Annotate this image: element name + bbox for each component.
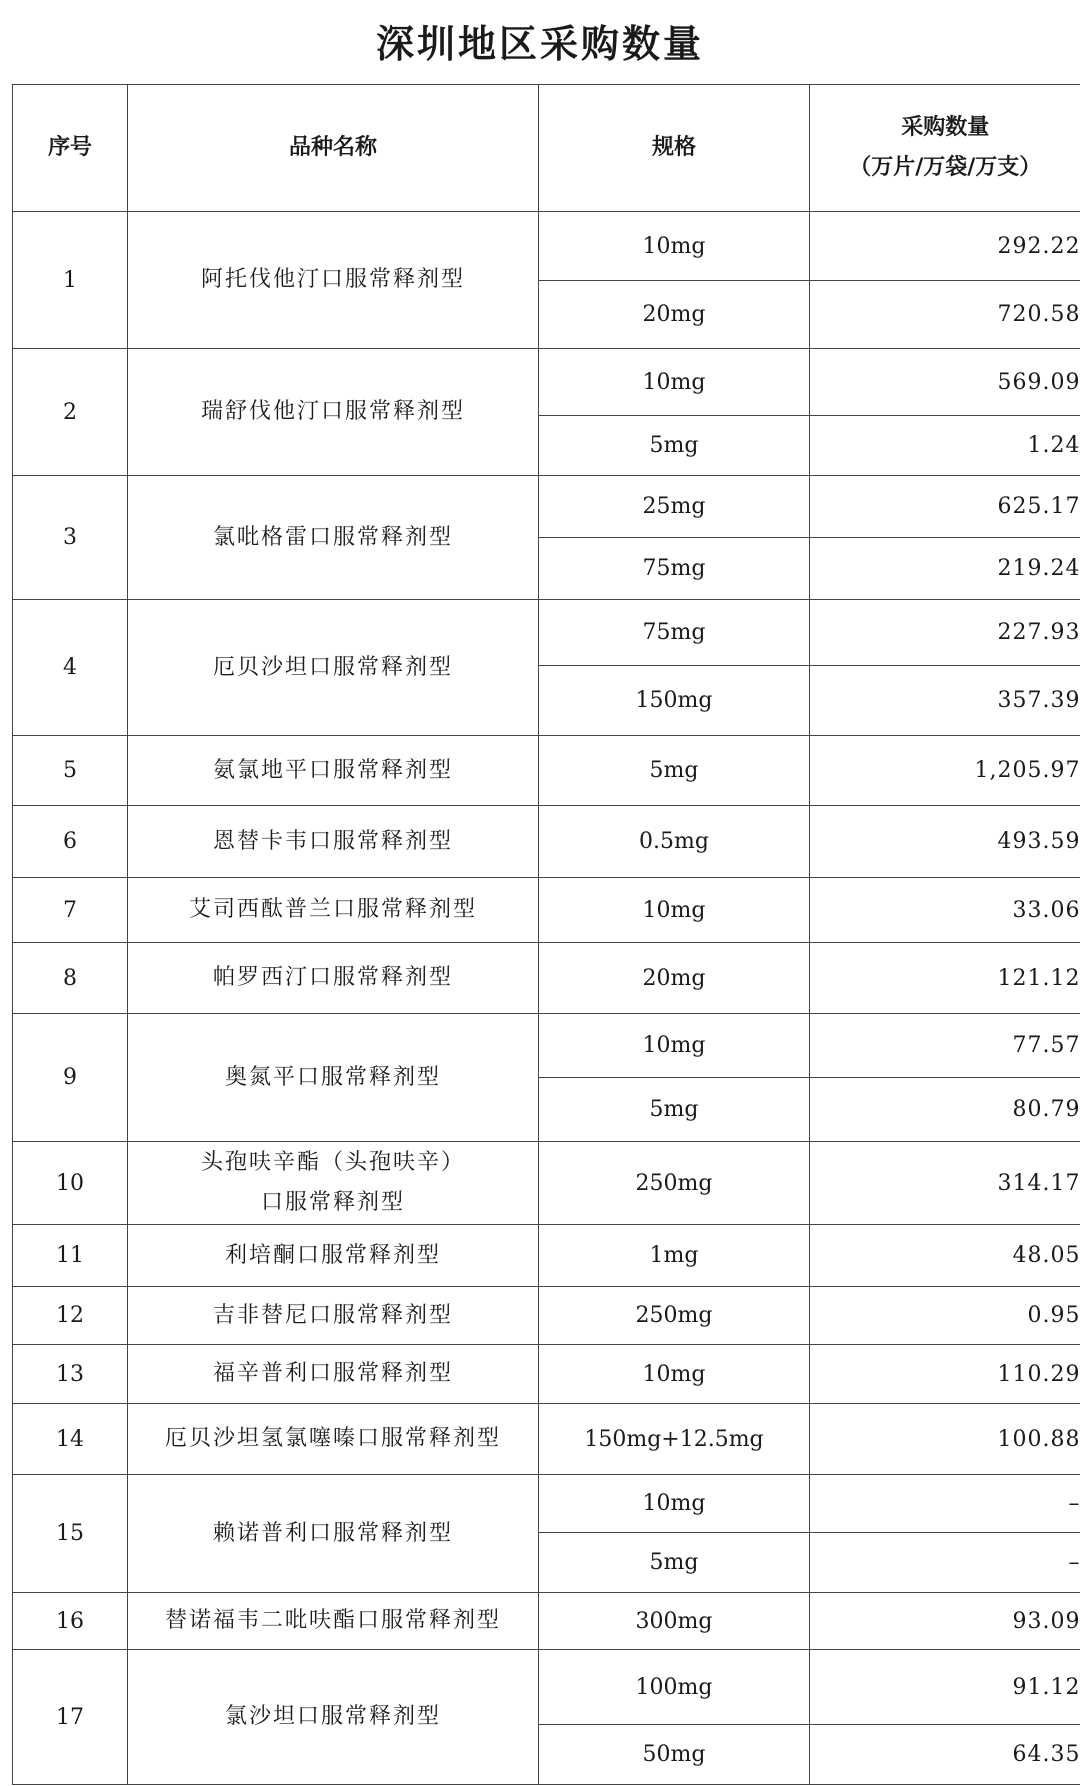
spec-cell: 250mg xyxy=(539,1287,810,1345)
row-index: 1 xyxy=(13,212,128,349)
drug-name: 氨氯地平口服常释剂型 xyxy=(128,736,539,806)
spec-cell: 5mg xyxy=(539,1533,810,1593)
row-index: 15 xyxy=(13,1475,128,1593)
quantity-cell: 48.05 xyxy=(810,1225,1080,1287)
quantity-cell: 110.29 xyxy=(810,1345,1080,1404)
drug-name: 氯沙坦口服常释剂型 xyxy=(128,1650,539,1785)
drug-name: 奥氮平口服常释剂型 xyxy=(128,1014,539,1142)
drug-name: 艾司西酞普兰口服常释剂型 xyxy=(128,878,539,943)
row-index: 11 xyxy=(13,1225,128,1287)
row-index: 10 xyxy=(13,1142,128,1225)
spec-cell: 150mg xyxy=(539,666,810,736)
table-row xyxy=(13,1475,1080,1533)
drug-name: 利培酮口服常释剂型 xyxy=(128,1225,539,1287)
quantity-cell: 121.12 xyxy=(810,943,1080,1014)
drug-name-line1: 头孢呋辛酯（头孢呋辛） xyxy=(200,1150,465,1175)
row-index: 4 xyxy=(13,600,128,736)
drug-name: 瑞舒伐他汀口服常释剂型 xyxy=(128,349,539,476)
drug-name-line2: 口服常释剂型 xyxy=(260,1190,405,1215)
spec-cell: 5mg xyxy=(539,1078,810,1142)
spec-cell: 150mg+12.5mg xyxy=(539,1404,810,1475)
quantity-cell: 625.17 xyxy=(810,476,1080,538)
spec-cell: 5mg xyxy=(539,416,810,476)
table-row xyxy=(13,476,1080,538)
quantity-cell: 1.24 xyxy=(810,416,1080,476)
quantity-cell: 80.79 xyxy=(810,1078,1080,1142)
row-index: 6 xyxy=(13,806,128,878)
table-row xyxy=(13,1142,1080,1225)
header-quantity xyxy=(810,85,1080,212)
table-row xyxy=(13,736,1080,806)
quantity-cell: 314.17 xyxy=(810,1142,1080,1225)
spec-cell: 20mg xyxy=(539,943,810,1014)
row-index: 5 xyxy=(13,736,128,806)
header-quantity-line1: 采购数量 xyxy=(901,115,990,140)
row-index: 3 xyxy=(13,476,128,600)
row-index: 13 xyxy=(13,1345,128,1404)
quantity-cell: – xyxy=(810,1533,1080,1593)
drug-name: 替诺福韦二吡呋酯口服常释剂型 xyxy=(128,1593,539,1650)
drug-name: 赖诺普利口服常释剂型 xyxy=(128,1475,539,1593)
table-row xyxy=(13,943,1080,1014)
row-index: 16 xyxy=(13,1593,128,1650)
table-row xyxy=(13,1225,1080,1287)
table-row xyxy=(13,1345,1080,1404)
row-index: 17 xyxy=(13,1650,128,1785)
row-index: 12 xyxy=(13,1287,128,1345)
table-row xyxy=(13,600,1080,666)
spec-cell: 20mg xyxy=(539,281,810,349)
quantity-cell: 569.09 xyxy=(810,349,1080,416)
drug-name: 福辛普利口服常释剂型 xyxy=(128,1345,539,1404)
quantity-cell: 357.39 xyxy=(810,666,1080,736)
spec-cell: 75mg xyxy=(539,600,810,666)
quantity-cell: – xyxy=(810,1475,1080,1533)
drug-name xyxy=(128,1142,539,1225)
quantity-cell: 33.06 xyxy=(810,878,1080,943)
spec-cell: 10mg xyxy=(539,1475,810,1533)
page-title: 深圳地区采购数量 xyxy=(375,22,704,66)
table-row xyxy=(13,878,1080,943)
row-index: 14 xyxy=(13,1404,128,1475)
quantity-cell: 219.24 xyxy=(810,538,1080,600)
spec-cell: 50mg xyxy=(539,1725,810,1785)
spec-cell: 10mg xyxy=(539,349,810,416)
quantity-cell: 91.12 xyxy=(810,1650,1080,1725)
drug-name: 厄贝沙坦氢氯噻嗪口服常释剂型 xyxy=(128,1404,539,1475)
drug-name: 帕罗西汀口服常释剂型 xyxy=(128,943,539,1014)
spec-cell: 10mg xyxy=(539,212,810,281)
quantity-cell: 77.57 xyxy=(810,1014,1080,1078)
spec-cell: 10mg xyxy=(539,878,810,943)
spec-cell: 5mg xyxy=(539,736,810,806)
header-name: 品种名称 xyxy=(128,85,539,212)
row-index: 2 xyxy=(13,349,128,476)
drug-name: 氯吡格雷口服常释剂型 xyxy=(128,476,539,600)
quantity-cell: 227.93 xyxy=(810,600,1080,666)
quantity-cell: 292.22 xyxy=(810,212,1080,281)
quantity-cell: 720.58 xyxy=(810,281,1080,349)
row-index: 7 xyxy=(13,878,128,943)
table-row xyxy=(13,1593,1080,1650)
spec-cell: 10mg xyxy=(539,1345,810,1404)
table-row xyxy=(13,349,1080,416)
spec-cell: 75mg xyxy=(539,538,810,600)
spec-cell: 100mg xyxy=(539,1650,810,1725)
spec-cell: 300mg xyxy=(539,1593,810,1650)
procurement-table xyxy=(12,84,1080,1785)
table-row xyxy=(13,1404,1080,1475)
table-row xyxy=(13,1014,1080,1078)
quantity-cell: 100.88 xyxy=(810,1404,1080,1475)
spec-cell: 25mg xyxy=(539,476,810,538)
quantity-cell: 1,205.97 xyxy=(810,736,1080,806)
spec-cell: 0.5mg xyxy=(539,806,810,878)
quantity-cell: 0.95 xyxy=(810,1287,1080,1345)
spec-cell: 10mg xyxy=(539,1014,810,1078)
drug-name: 吉非替尼口服常释剂型 xyxy=(128,1287,539,1345)
table-row xyxy=(13,806,1080,878)
table-header-row xyxy=(13,85,1080,212)
header-index: 序号 xyxy=(13,85,128,212)
row-index: 8 xyxy=(13,943,128,1014)
drug-name: 厄贝沙坦口服常释剂型 xyxy=(128,600,539,736)
drug-name: 恩替卡韦口服常释剂型 xyxy=(128,806,539,878)
spec-cell: 250mg xyxy=(539,1142,810,1225)
quantity-cell: 493.59 xyxy=(810,806,1080,878)
table-row xyxy=(13,212,1080,281)
table-row xyxy=(13,1650,1080,1725)
header-quantity-unit: （万片/万袋/万支） xyxy=(849,155,1042,180)
table-row xyxy=(13,1287,1080,1345)
drug-name: 阿托伐他汀口服常释剂型 xyxy=(128,212,539,349)
header-spec: 规格 xyxy=(539,85,810,212)
row-index: 9 xyxy=(13,1014,128,1142)
quantity-cell: 93.09 xyxy=(810,1593,1080,1650)
spec-cell: 1mg xyxy=(539,1225,810,1287)
quantity-cell: 64.35 xyxy=(810,1725,1080,1785)
